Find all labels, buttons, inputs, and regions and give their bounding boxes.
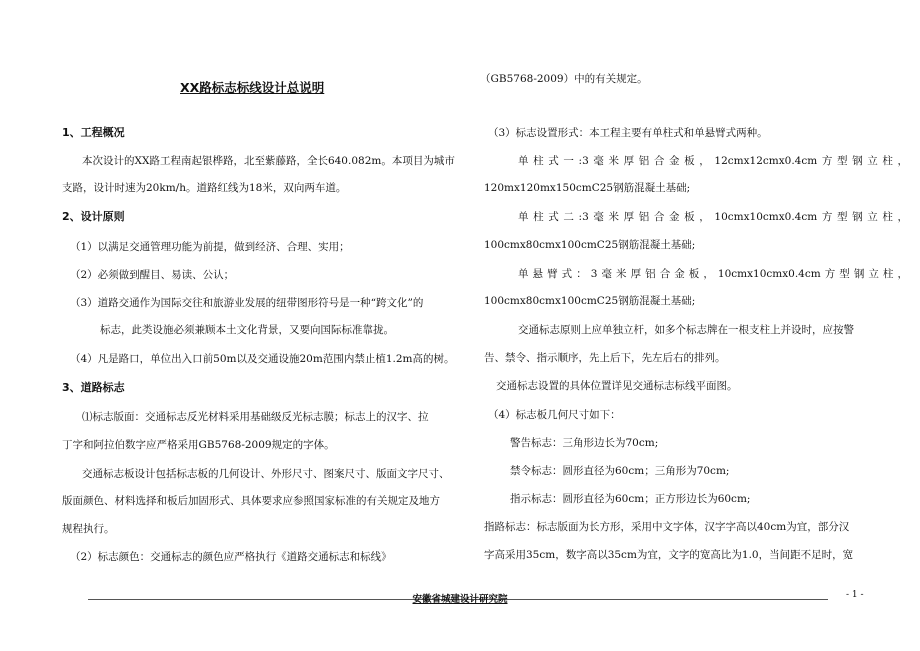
principle-item-continued: 标志，此类设施必须兼顾本土文化背景，又要向国际标准靠拢。 (100, 324, 394, 336)
principle-item: （3）道路交通作为国际交往和旅游业发展的纽带图形符号是一种“跨文化”的 (70, 297, 424, 309)
paragraph-line: 告、禁令、指示顺序，先上后下，先左后右的排列。 (484, 352, 726, 364)
paragraph-line: （GB5768-2009）中的有关规定。 (480, 73, 648, 85)
document-title: XX路标志标线设计总说明 (180, 80, 325, 95)
sign-size-line: 指示标志：圆形直径为60cm；正方形边长为60cm; (510, 493, 751, 505)
paragraph-line: 丁字和阿拉伯数字应严格采用GB5768-2009规定的字体。 (62, 439, 335, 451)
paragraph-line: 本次设计的XX路工程南起银桦路，北至紫藤路，全长640.082m。本项目为城市 (82, 155, 455, 167)
paragraph-line: 120mx120mx150cmC25钢筋混凝土基础; (484, 182, 691, 194)
principle-item: （2）必须做到醒目、易读、公认； (70, 269, 235, 281)
paragraph-line: 100cmx80cmx100cmC25钢筋混凝土基础; (484, 295, 696, 307)
paragraph-line: （2）标志颜色：交通标志的颜色应严格执行《道路交通标志和标线》 (70, 551, 392, 563)
sign-size-line: 禁令标志：圆形直径为60cm；三角形为70cm; (510, 465, 730, 477)
sign-size-line: 字高采用35cm，数字高以35cm为宜，文字的宽高比为1.0，当间距不足时，宽 (484, 549, 854, 561)
paragraph-line: 交通标志设置的具体位置详见交通标志标线平面图。 (496, 380, 738, 392)
paragraph-line: 版面颜色、材料选择和板后加固形式、具体要求应参照国家标准的有关规定及地方 (62, 495, 440, 507)
principle-item: （4）凡是路口，单位出入口前50m以及交通设施20m范围内禁止植1.2m高的树。 (70, 353, 455, 365)
paragraph-line: 规程执行。 (62, 523, 115, 535)
paragraph-line: 交通标志板设计包括标志板的几何设计、外形尺寸、图案尺寸、版面文字尺寸、 (82, 468, 450, 480)
principle-item: （1）以满足交通管理功能为前提，做到经济、合理、实用； (70, 241, 350, 253)
paragraph-line: 单柱式一:3毫米厚铝合金板，12cmx12cmx0.4cm方型钢立柱， (518, 155, 908, 167)
paragraph-line: 交通标志原则上应单独立杆，如多个标志牌在一根支柱上并设时，应按警 (518, 324, 854, 336)
sign-size-line: 指路标志：标志版面为长方形，采用中文字体，汉字字高以40cm为宜，部分汉 (484, 521, 850, 533)
sign-size-line: 警告标志：三角形边长为70cm; (510, 437, 659, 449)
footer-institute: 安徽省城建设计研究院 (412, 594, 508, 605)
paragraph-line: 单柱式二:3毫米厚铝合金板，10cmx10cmx0.4cm方型钢立柱， (518, 211, 908, 223)
section-heading-road-signs: 3、道路标志 (62, 381, 125, 394)
section-heading-overview: 1、工程概况 (62, 126, 125, 139)
paragraph-line: ⑴标志版面：交通标志反光材料采用基础级反光标志膜；标志上的汉字、拉 (82, 411, 429, 423)
paragraph-line: 单悬臂式：3毫米厚铝合金板，10cmx10cmx0.4cm方型钢立柱， (518, 268, 908, 280)
paragraph-line: （4）标志板几何尺寸如下： (488, 409, 621, 421)
section-heading-principles: 2、设计原则 (62, 210, 125, 223)
paragraph-line: 支路，设计时速为20km/h。道路红线为18米，双向两车道。 (62, 182, 347, 194)
page-number: - 1 - (846, 590, 864, 600)
paragraph-line: （3）标志设置形式：本工程主要有单柱式和单悬臂式两种。 (488, 127, 768, 139)
paragraph-line: 100cmx80cmx100cmC25钢筋混凝土基础; (484, 239, 696, 251)
